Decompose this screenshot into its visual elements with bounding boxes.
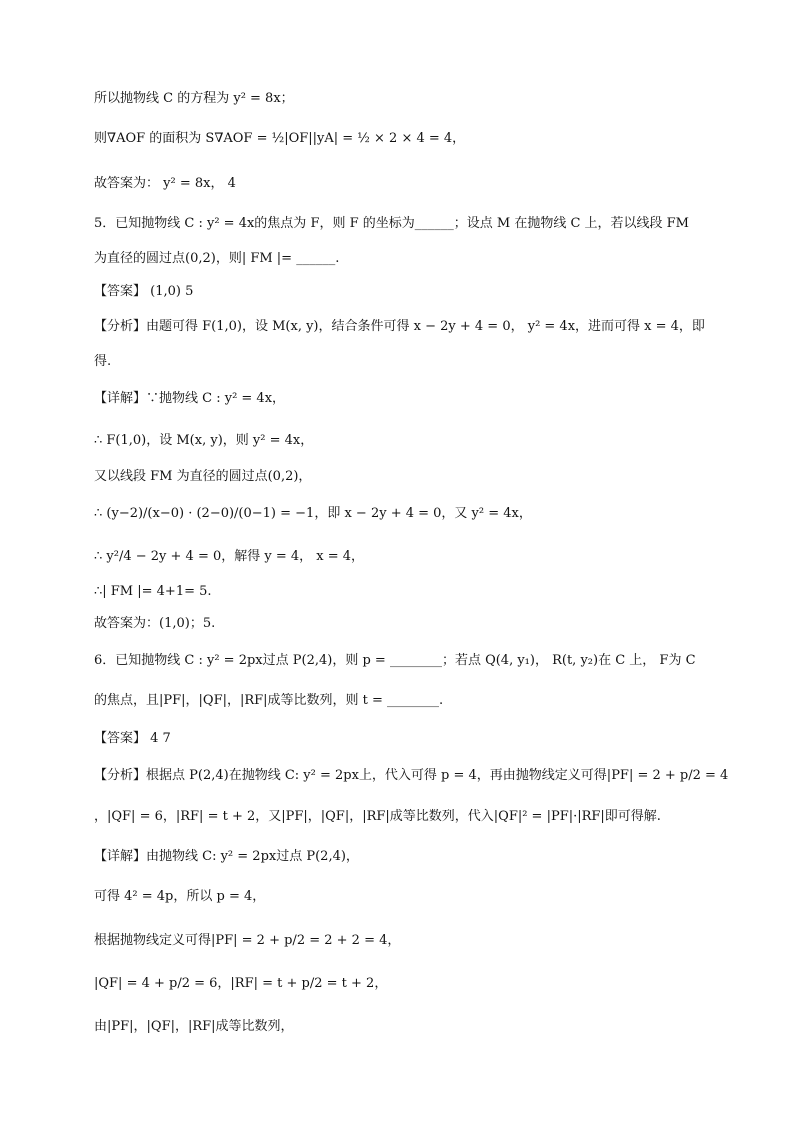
text-line: 【详解】由抛物线 C: y² = 2px过点 P(2,4)， <box>94 849 359 864</box>
text-line: 【答案】 4 7 <box>94 731 171 746</box>
text-line: 为直径的圆过点(0,2)，则| FM |= ______. <box>94 251 340 266</box>
text-line: 5．已知抛物线 C : y² = 4x的焦点为 F，则 F 的坐标为______；设点 M 在抛物线 C 上，若以线段 FM <box>94 216 689 231</box>
text-line: 得. <box>94 354 112 369</box>
text-line: 可得 4² = 4p，所以 p = 4， <box>94 889 266 904</box>
text-line: 根据抛物线定义可得|PF| = 2 + p/2 = 2 + 2 = 4， <box>94 933 401 948</box>
text-line: 故答案为： y² = 8x， 4 <box>94 176 236 191</box>
text-line: ∴| FM |= 4+1= 5. <box>94 584 212 599</box>
text-line: ∴ F(1,0)，设 M(x, y)，则 y² = 4x， <box>94 433 314 448</box>
text-line: 则∇AOF 的面积为 S∇AOF = ½|OF||yA| = ½ × 2 × 4 = 4， <box>94 131 466 146</box>
text-line: 由|PF|，|QF|，|RF|成等比数列， <box>94 1019 294 1034</box>
text-line: 故答案为：(1,0)；5. <box>94 616 216 631</box>
text-line: 【分析】由题可得 F(1,0)，设 M(x, y)，结合条件可得 x − 2y + 4 = 0， y² = 4x，进而可得 x = 4，即 <box>94 319 705 334</box>
text-line: |QF| = 4 + p/2 = 6，|RF| = t + p/2 = t + 2， <box>94 976 388 991</box>
text-line: 【答案】 (1,0) 5 <box>94 284 194 299</box>
text-line: 又以线段 FM 为直径的圆过点(0,2)， <box>94 469 312 484</box>
text-line: 的焦点，且|PF|，|QF|，|RF|成等比数列，则 t = ________. <box>94 693 444 708</box>
text-line: ∴ y²/4 − 2y + 4 = 0，解得 y = 4， x = 4， <box>94 549 365 564</box>
text-line: 【分析】根据点 P(2,4)在抛物线 C: y² = 2px上，代入可得 p = 4，再由抛物线定义可得|PF| = 2 + p/2 = 4 <box>94 768 729 783</box>
text-line: 【详解】∵抛物线 C : y² = 4x， <box>94 391 286 406</box>
text-line: 6．已知抛物线 C : y² = 2px过点 P(2,4)，则 p = ________；若点 Q(4, y₁)， R(t, y₂)在 C 上， F为 C <box>94 653 696 668</box>
text-line: ∴ (y−2)/(x−0) · (2−0)/(0−1) = −1，即 x − 2y + 4 = 0，又 y² = 4x， <box>94 506 532 521</box>
text-line: 所以抛物线 C 的方程为 y² = 8x； <box>94 91 294 106</box>
text-line: ，|QF| = 6，|RF| = t + 2，又|PF|，|QF|，|RF|成等比数列，代入|QF|² = |PF|·|RF|即可得解. <box>94 809 661 824</box>
